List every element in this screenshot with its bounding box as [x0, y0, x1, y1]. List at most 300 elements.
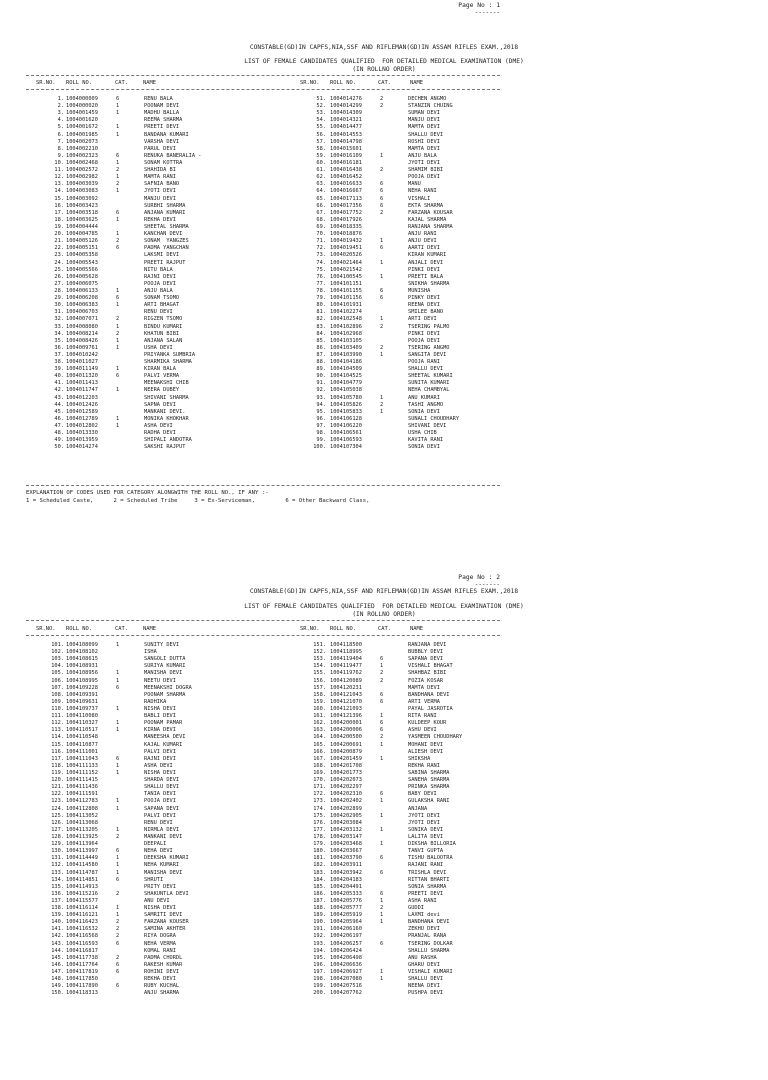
candidate-name: MANISHA DEVI — [144, 670, 183, 677]
sr-no: 80. — [316, 302, 326, 309]
candidate-name: ARTI BHAGAT — [144, 302, 180, 309]
roll-no: 1004003039 — [66, 181, 98, 188]
sr-no: 8. — [57, 145, 64, 152]
candidate-name: KAJAL SHARMA — [408, 216, 447, 223]
table-row — [40, 124, 290, 131]
table-row — [302, 756, 522, 763]
table-row — [302, 941, 522, 948]
table-row — [302, 167, 522, 174]
table-row — [302, 444, 522, 451]
category-code: 1 — [116, 103, 120, 110]
roll-no: 1004205777 — [330, 905, 362, 912]
roll-no: 1004017926 — [330, 216, 362, 223]
table-row — [302, 713, 522, 720]
candidate-name: SABINA SHARMA — [408, 769, 450, 776]
roll-no: 1004115577 — [66, 897, 98, 904]
sr-no: 105. — [51, 670, 64, 677]
sr-no: 99. — [316, 437, 326, 444]
table-row — [40, 848, 290, 855]
category-code: 6 — [116, 961, 120, 968]
sr-no: 166. — [313, 748, 326, 755]
table-row — [302, 359, 522, 366]
sr-no: 177. — [313, 826, 326, 833]
table-row — [40, 366, 290, 373]
candidate-name: RAJANI RANI — [408, 862, 444, 869]
sr-no: 124. — [51, 805, 64, 812]
roll-no: 1004019451 — [330, 245, 362, 252]
category-code: 2 — [380, 734, 384, 741]
roll-no: 1004001459 — [66, 110, 98, 117]
candidate-name: ANJU SHARMA — [144, 990, 180, 997]
list-title: LIST OF FEMALE CANDIDATES QUALIFIED FOR DETAILED MEDICAL EXAMINATION (DME) — [244, 603, 524, 610]
candidate-name: RENU BALA — [144, 96, 173, 102]
sr-no: 1. — [57, 96, 64, 102]
candidate-name: SONIA SHARMA — [408, 883, 447, 890]
category-code: 1 — [116, 124, 120, 131]
roll-no: 1004004444 — [66, 223, 98, 230]
table-row — [40, 692, 290, 699]
roll-no: 1004000020 — [66, 103, 98, 110]
roll-no: 1004021464 — [330, 259, 362, 266]
candidate-name: TSERING ANGMO — [408, 344, 450, 351]
sr-no: 147. — [51, 969, 64, 976]
candidate-name: ANJANA SALAN — [144, 337, 183, 344]
roll-no: 1004121093 — [330, 705, 362, 712]
candidate-name: RIYA DOGRA — [144, 933, 176, 940]
category-code: 6 — [116, 940, 120, 947]
legend-line-1: EXPLANATION OF CODES USED FOR CATEGORY ALONGWITH THE ROLL NO., IF ANY :- — [26, 490, 269, 496]
roll-no: 1004108931 — [66, 663, 98, 670]
roll-no: 1004012426 — [66, 401, 98, 408]
roll-no: 1004203468 — [330, 841, 362, 848]
roll-no: 1004006208 — [66, 295, 98, 302]
roll-no: 1004207080 — [330, 976, 362, 983]
candidate-name: RENU DEVI — [144, 309, 173, 316]
sr-no: 101. — [51, 642, 64, 648]
candidate-name: MUNISHA — [408, 287, 431, 294]
candidate-name: MANEESHA DEVI — [144, 734, 186, 741]
candidate-name: SHIPALI ANDOTRA — [144, 437, 192, 444]
sr-no: 172. — [313, 791, 326, 798]
table-row — [40, 933, 290, 940]
candidate-name: MAMTA DEVI — [408, 124, 440, 131]
sr-no: 40. — [54, 373, 64, 380]
category-code: 1 — [380, 826, 384, 833]
roll-no: 1004001672 — [66, 124, 98, 131]
candidate-name: MEENAKSHI DOGRA — [144, 684, 192, 691]
table-row — [302, 274, 522, 281]
sr-no: 108. — [51, 691, 64, 698]
category-code: 1 — [380, 408, 384, 415]
roll-no: 1004205333 — [330, 890, 362, 897]
sr-no: 60. — [316, 159, 326, 166]
roll-no: 1004105833 — [330, 408, 362, 415]
category-code: 1 — [116, 670, 120, 677]
sr-no: 10. — [54, 159, 64, 166]
table-row — [302, 309, 522, 316]
candidate-name: PALVI DEVI — [144, 748, 176, 755]
roll-no: 1004101151 — [330, 280, 362, 287]
candidate-name: REKHA DEVI — [144, 976, 176, 983]
roll-no: 1004117819 — [66, 969, 98, 976]
category-code: 1 — [380, 976, 384, 983]
candidate-name: NEHA RANI — [408, 188, 437, 195]
sr-no: 123. — [51, 798, 64, 805]
candidate-name: MANKANI DEVI. — [144, 408, 186, 415]
category-code: 1 — [380, 238, 384, 245]
sr-no: 53. — [316, 110, 326, 117]
roll-no: 1004016633 — [330, 181, 362, 188]
candidate-name: SONIKA DEVI — [408, 826, 444, 833]
table-row — [302, 848, 522, 855]
roll-no: 1004004785 — [66, 231, 98, 238]
roll-no: 1004014274 — [66, 444, 98, 451]
candidate-name: JYOTI DEVI — [144, 188, 176, 195]
sr-no: 144. — [51, 947, 64, 954]
table-row — [302, 345, 522, 352]
sr-no: 11. — [54, 167, 64, 174]
roll-no: 1004109391 — [66, 691, 98, 698]
table-row — [302, 827, 522, 834]
sr-no: 130. — [51, 848, 64, 855]
candidate-name: FARZANA KOUSAR — [408, 209, 453, 216]
sr-no: 37. — [54, 351, 64, 358]
candidate-name: NEHA VERMA — [144, 940, 176, 947]
category-code: 1 — [380, 351, 384, 358]
sr-no: 183. — [313, 869, 326, 876]
roll-no: 1004005543 — [66, 259, 98, 266]
candidate-name: AARTI DEVI — [408, 245, 440, 252]
roll-no: 1004108615 — [66, 656, 98, 663]
category-code: 1 — [380, 798, 384, 805]
roll-no: 1004012589 — [66, 408, 98, 415]
table-row — [40, 96, 290, 103]
candidate-name: NEHA CHAMBYAL — [408, 387, 450, 394]
candidate-name: REKHA RANI — [408, 762, 440, 769]
category-code: 1 — [116, 705, 120, 712]
sr-no: 151. — [313, 642, 326, 648]
roll-no: 1004014553 — [330, 131, 362, 138]
category-code: 1 — [116, 727, 120, 734]
candidate-name: ANJU BALA — [408, 152, 437, 159]
roll-no: 1004205919 — [330, 912, 362, 919]
table-row — [40, 139, 290, 146]
candidate-name: SHIVANI DEVI — [408, 423, 447, 430]
roll-no: 1004011747 — [66, 387, 98, 394]
category-code: 2 — [380, 677, 384, 684]
table-row — [40, 238, 290, 245]
category-code: 6 — [116, 373, 120, 380]
exam-title: CONSTABLE(GD)IN CAPFS,NIA,SSF AND RIFLEMAN(GD)IN ASSAM RIFLES EXAM.,2018 — [249, 588, 519, 595]
roll-no: 1004000009 — [66, 96, 98, 102]
roll-no: 1004008080 — [66, 323, 98, 330]
roll-no: 1004003092 — [66, 195, 98, 202]
sr-no: 84. — [316, 330, 326, 337]
roll-no: 1004003083 — [66, 188, 98, 195]
sr-no: 138. — [51, 905, 64, 912]
roll-no: 1004014276 — [330, 96, 362, 102]
category-code: 6 — [380, 287, 384, 294]
table-row — [302, 245, 522, 252]
roll-no: 1004111591 — [66, 791, 98, 798]
candidate-name: KIRAN BALA — [144, 366, 176, 373]
header-sr-right: SR.NO. — [300, 80, 320, 86]
roll-no: 1004110327 — [66, 720, 98, 727]
candidate-name: ZEKHU DEVI — [408, 926, 440, 933]
roll-no: 1004104525 — [330, 373, 362, 380]
roll-no: 1004105826 — [330, 401, 362, 408]
roll-no: 1004113964 — [66, 841, 98, 848]
sr-no: 7. — [57, 138, 64, 145]
table-row — [302, 720, 522, 727]
roll-no: 1004203911 — [330, 862, 362, 869]
page-number: Page No : 2 — [458, 574, 500, 581]
header-name-left: NAME — [143, 626, 156, 632]
table-row — [302, 252, 522, 259]
candidate-name: ASHU DEVI — [408, 727, 437, 734]
table-row — [302, 877, 522, 884]
roll-no: 1004206160 — [330, 926, 362, 933]
candidate-name: BANDANA KUMARI — [144, 131, 189, 138]
candidate-name: STANZIN CHUING — [408, 103, 453, 110]
table-row — [40, 437, 290, 444]
table-row — [40, 181, 290, 188]
candidate-name: RAJNI DEVI — [144, 273, 176, 280]
sr-no: 160. — [313, 705, 326, 712]
sr-no: 43. — [54, 394, 64, 401]
candidate-name: PADMA CHORDL — [144, 954, 183, 961]
category-code: 6 — [380, 855, 384, 862]
sr-no: 103. — [51, 656, 64, 663]
roll-no: 1004006075 — [66, 280, 98, 287]
roll-no: 1004114851 — [66, 876, 98, 883]
sr-no: 131. — [51, 855, 64, 862]
sr-no: 52. — [316, 103, 326, 110]
table-row — [40, 103, 290, 110]
candidate-name: PAYAL JASROTIA — [408, 705, 453, 712]
candidate-name: SHRUTI — [144, 876, 164, 883]
sr-no: 133. — [51, 869, 64, 876]
sr-no: 78. — [316, 287, 326, 294]
table-row — [40, 210, 290, 217]
left-column-rows — [40, 642, 290, 997]
table-row — [40, 827, 290, 834]
sr-no: 171. — [313, 784, 326, 791]
sr-no: 109. — [51, 698, 64, 705]
category-code: 2 — [116, 926, 120, 933]
table-row — [40, 919, 290, 926]
table-row — [302, 203, 522, 210]
roll-no: 1004104779 — [330, 380, 362, 387]
sr-no: 140. — [51, 919, 64, 926]
roll-no: 1004117738 — [66, 954, 98, 961]
page-number-underline: ------- — [474, 581, 500, 588]
category-code: 2 — [116, 933, 120, 940]
table-row — [302, 990, 522, 997]
roll-no: 1004206257 — [330, 940, 362, 947]
candidate-name: NISHA DEVI — [144, 769, 176, 776]
roll-no: 1004101155 — [330, 287, 362, 294]
sr-no: 116. — [51, 748, 64, 755]
sr-no: 82. — [316, 316, 326, 323]
category-code: 2 — [380, 209, 384, 216]
candidate-name: SONAM KOTTRA — [144, 159, 183, 166]
category-code: 1 — [116, 174, 120, 181]
sr-no: 176. — [313, 819, 326, 826]
candidate-name: SURIYA KUMARI — [144, 663, 186, 670]
table-row — [40, 217, 290, 224]
sr-no: 28. — [54, 287, 64, 294]
table-row — [40, 132, 290, 139]
roll-no: 1004202402 — [330, 798, 362, 805]
table-row — [302, 884, 522, 891]
sr-no: 127. — [51, 826, 64, 833]
candidate-name: LAXMI devi — [408, 912, 440, 919]
candidate-name: PREETI RAJPUT — [144, 259, 186, 266]
sr-no: 157. — [313, 684, 326, 691]
table-row — [40, 777, 290, 784]
roll-no: 1004013330 — [66, 430, 98, 437]
candidate-name: PRIYANKA SUMBRIA — [144, 351, 196, 358]
sr-no: 63. — [316, 181, 326, 188]
candidate-name: POOJA RANI — [408, 359, 440, 366]
sr-no: 111. — [51, 713, 64, 720]
sr-no: 119. — [51, 769, 64, 776]
sr-no: 17. — [54, 209, 64, 216]
roll-no: 1004002323 — [66, 152, 98, 159]
candidate-name: KAVITA RANI — [408, 437, 444, 444]
sr-no: 88. — [316, 359, 326, 366]
sr-no: 149. — [51, 983, 64, 990]
sr-no: 148. — [51, 976, 64, 983]
roll-no: 1004011149 — [66, 366, 98, 373]
table-row — [302, 146, 522, 153]
table-row — [302, 656, 522, 663]
roll-no: 1004121043 — [330, 691, 362, 698]
table-row — [40, 770, 290, 777]
roll-no: 1004006703 — [66, 309, 98, 316]
candidate-name: SHIKSHA — [408, 755, 431, 762]
sr-no: 81. — [316, 309, 326, 316]
candidate-name: RITA RANI — [408, 713, 437, 720]
table-row — [302, 969, 522, 976]
table-row — [302, 324, 522, 331]
candidate-name: REEMA SHARMA — [144, 117, 183, 124]
sr-no: 182. — [313, 862, 326, 869]
candidate-name: PADMA YANGCHAN — [144, 245, 189, 252]
sr-no: 114. — [51, 734, 64, 741]
roll-no: 1004114580 — [66, 862, 98, 869]
candidate-name: PALVI DEVI — [144, 812, 176, 819]
category-code: 1 — [116, 337, 120, 344]
sr-no: 173. — [313, 798, 326, 805]
sr-no: 75. — [316, 266, 326, 273]
roll-no: 1004008214 — [66, 330, 98, 337]
sr-no: 45. — [54, 408, 64, 415]
table-row — [302, 409, 522, 416]
candidate-name: REKHA DEVI — [144, 216, 176, 223]
table-row — [302, 402, 522, 409]
sr-no: 72. — [316, 245, 326, 252]
table-row — [40, 862, 290, 869]
candidate-name: SAPANA DEVI — [144, 805, 180, 812]
candidate-name: ANJU DEVI — [408, 238, 437, 245]
sr-no: 185. — [313, 883, 326, 890]
sr-no: 24. — [54, 259, 64, 266]
roll-no: 1004115216 — [66, 890, 98, 897]
candidate-name: EKTA SHARMA — [408, 202, 444, 209]
roll-no: 1004116423 — [66, 919, 98, 926]
roll-no: 1004100545 — [330, 273, 362, 280]
table-row — [302, 124, 522, 131]
candidate-name: SAFNIA BANO — [144, 181, 180, 188]
sr-no: 93. — [316, 394, 326, 401]
category-code: 2 — [380, 96, 384, 102]
table-row — [40, 713, 290, 720]
candidate-name: VARSHA DEVI — [144, 138, 180, 145]
sr-no: 113. — [51, 727, 64, 734]
roll-no: 1004113205 — [66, 826, 98, 833]
sr-no: 96. — [316, 415, 326, 422]
table-row — [302, 132, 522, 139]
candidate-name: PINKI DEVI — [408, 330, 440, 337]
table-row — [40, 352, 290, 359]
roll-no: 1004119477 — [330, 663, 362, 670]
table-row — [40, 891, 290, 898]
page-2 — [0, 568, 768, 1080]
sr-no: 70. — [316, 231, 326, 238]
table-row — [40, 174, 290, 181]
roll-no: 1004121070 — [330, 698, 362, 705]
roll-no: 1004106561 — [330, 430, 362, 437]
candidate-name: SAPNA DEVI — [144, 401, 176, 408]
table-row — [40, 267, 290, 274]
table-row — [302, 806, 522, 813]
roll-no: 1004111152 — [66, 769, 98, 776]
roll-no: 1004118995 — [330, 649, 362, 656]
sr-no: 51. — [316, 96, 326, 102]
sr-no: 29. — [54, 295, 64, 302]
table-row — [302, 295, 522, 302]
roll-no: 1004204491 — [330, 883, 362, 890]
table-row — [40, 941, 290, 948]
sr-no: 69. — [316, 223, 326, 230]
table-row — [302, 663, 522, 670]
table-row — [40, 855, 290, 862]
category-code: 1 — [380, 713, 384, 720]
roll-no: 1004014299 — [330, 103, 362, 110]
candidate-name: MAMTA DEVI — [408, 684, 440, 691]
table-row — [302, 699, 522, 706]
candidate-name: PRITY DEVI — [144, 883, 176, 890]
category-code: 2 — [116, 238, 120, 245]
category-code: 1 — [116, 762, 120, 769]
candidate-name: SHAKUNTLA DEVI — [144, 890, 189, 897]
candidate-name: FOZIA KOSAR — [408, 677, 444, 684]
sr-no: 85. — [316, 337, 326, 344]
header-name-right: NAME — [410, 626, 423, 632]
candidate-name: GULAKSHA RANI — [408, 798, 450, 805]
sr-no: 174. — [313, 805, 326, 812]
roll-no: 1004101931 — [330, 302, 362, 309]
candidate-name: SHARDA DEVI — [144, 777, 180, 784]
candidate-name: MANISHA DEVI — [144, 869, 183, 876]
roll-no: 1004018876 — [330, 231, 362, 238]
sr-no: 106. — [51, 677, 64, 684]
table-row — [40, 806, 290, 813]
sr-no: 194. — [313, 947, 326, 954]
sr-no: 159. — [313, 698, 326, 705]
